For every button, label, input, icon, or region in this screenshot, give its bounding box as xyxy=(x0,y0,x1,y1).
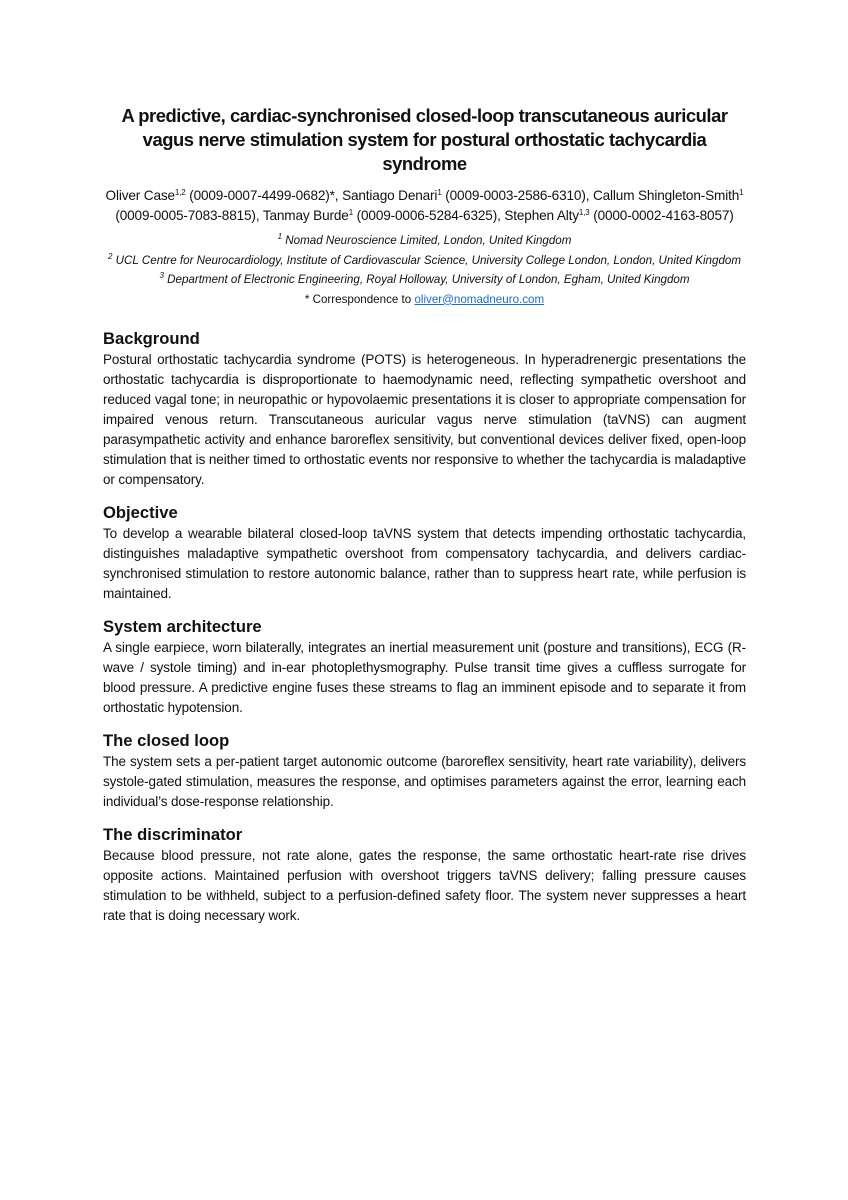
author-separator: , xyxy=(255,208,263,223)
paper-title: A predictive, cardiac-synchronised closed-loop transcutaneous auricular vagus nerve stimulation system for postural orthostatic tachycardia syndrome xyxy=(121,105,728,174)
author-affiliation-marker: 1,2 xyxy=(174,188,186,197)
section-background xyxy=(103,328,746,490)
section-heading: System architecture xyxy=(103,616,262,636)
author-orcid: (0009-0007-4499-0682) xyxy=(185,188,330,203)
author-orcid: (0009-0006-5284-6325) xyxy=(353,208,498,223)
section-heading: The discriminator xyxy=(103,824,243,844)
author-orcid: (0009-0003-2586-6310) xyxy=(441,188,586,203)
author-separator: , xyxy=(334,188,343,203)
section-discriminator xyxy=(103,824,746,926)
author-name: Stephen Alty xyxy=(504,208,579,223)
affiliation-number: 3 xyxy=(159,271,164,280)
author xyxy=(263,208,505,223)
author-affiliation-marker: 1 xyxy=(437,188,442,197)
section-body: Because blood pressure, not rate alone, gates the response, the same orthostatic heart-rate rise drives opposite actions. Maintained perfusion with overshoot triggers taVNS delivery; falling pressure causes stimulation to be withheld, subject to a perfusion-defined safety floor. The system never suppresses a heart rate that is doing necessary work. xyxy=(103,847,746,923)
author xyxy=(504,208,733,223)
affiliation-text: UCL Centre for Neurocardiology, Institute of Cardiovascular Science, University College London, London, United Kingdom xyxy=(115,253,741,267)
author-separator: , xyxy=(497,208,505,223)
author-separator: , xyxy=(585,188,593,203)
affiliation xyxy=(103,251,746,271)
correspondence xyxy=(103,290,746,310)
section-body: A single earpiece, worn bilaterally, integrates an inertial measurement unit (posture and transitions), ECG (R-wave / systole timing) and in-ear photoplethysmography. Pulse transit time gives a cuffless surrogate for blood pressure. A predictive engine fuses these streams to flag an imminent episode and to separate it from orthostatic hypotension. xyxy=(103,639,746,715)
author-affiliation-marker: 1 xyxy=(739,188,744,197)
paper-page xyxy=(103,104,746,926)
section-system-architecture xyxy=(103,616,746,718)
section-objective xyxy=(103,502,746,604)
section-body: The system sets a per-patient target autonomic outcome (baroreflex sensitivity, heart rate variability), delivers systole-gated stimulation, measures the response, and optimises parameters against the error, learning each individual’s dose-response relationship. xyxy=(103,753,746,809)
affiliation xyxy=(103,231,746,251)
author-affiliation-marker: 1,3 xyxy=(578,208,590,217)
correspondence-email-link[interactable]: oliver@nomadneuro.com xyxy=(414,292,545,306)
section-heading: Background xyxy=(103,328,200,348)
author xyxy=(106,188,343,203)
author-name: Callum Shingleton-Smith xyxy=(592,188,740,203)
section-body: To develop a wearable bilateral closed-loop taVNS system that detects impending orthostatic tachycardia, distinguishes maladaptive sympathetic overshoot from compensatory tachycardia, and delivers cardiac-synchronised stimulation to restore autonomic balance, rather than to suppress heart rate, while perfusion is maintained. xyxy=(103,525,746,601)
author-affiliation-marker: 1 xyxy=(348,208,353,217)
affiliation-number: 2 xyxy=(107,251,113,261)
section-heading: Objective xyxy=(103,502,178,522)
author-name: Oliver Case xyxy=(105,188,175,203)
section-closed-loop xyxy=(103,730,746,812)
author-name: Santiago Denari xyxy=(342,188,438,203)
author-list xyxy=(103,186,746,226)
affiliation-text: Department of Electronic Engineering, Royal Holloway, University of London, Egham, United Kingdom xyxy=(167,273,690,286)
corresponding-author-marker: * xyxy=(329,188,335,203)
author-name: Tanmay Burde xyxy=(262,208,349,223)
affiliation-list xyxy=(103,231,746,310)
correspondence-label: * Correspondence to xyxy=(304,292,415,306)
author xyxy=(342,188,593,203)
affiliation-number: 1 xyxy=(277,232,283,241)
affiliation xyxy=(103,270,746,290)
author-orcid: (0000-0002-4163-8057) xyxy=(589,208,734,223)
section-heading: The closed loop xyxy=(103,730,230,750)
author-orcid: (0009-0005-7083-8815) xyxy=(115,208,256,223)
section-body: Postural orthostatic tachycardia syndrome (POTS) is heterogeneous. In hyperadrenergic presentations the orthostatic tachycardia is disproportionate to haemodynamic need, reflecting sympathetic overshoot and reduced vagal tone; in neuropathic or hypovolaemic presentations it is closer to appropriate compensation for impaired venous return. Transcutaneous auricular vagus nerve stimulation (taVNS) can augment parasympathetic activity and enhance baroreflex sensitivity, but conventional devices deliver fixed, open-loop stimulation that is neither timed to orthostatic events nor responsive to whether the tachycardia is maladaptive or compensatory. xyxy=(103,351,746,487)
affiliation-text: Nomad Neuroscience Limited, London, United Kingdom xyxy=(285,234,572,247)
